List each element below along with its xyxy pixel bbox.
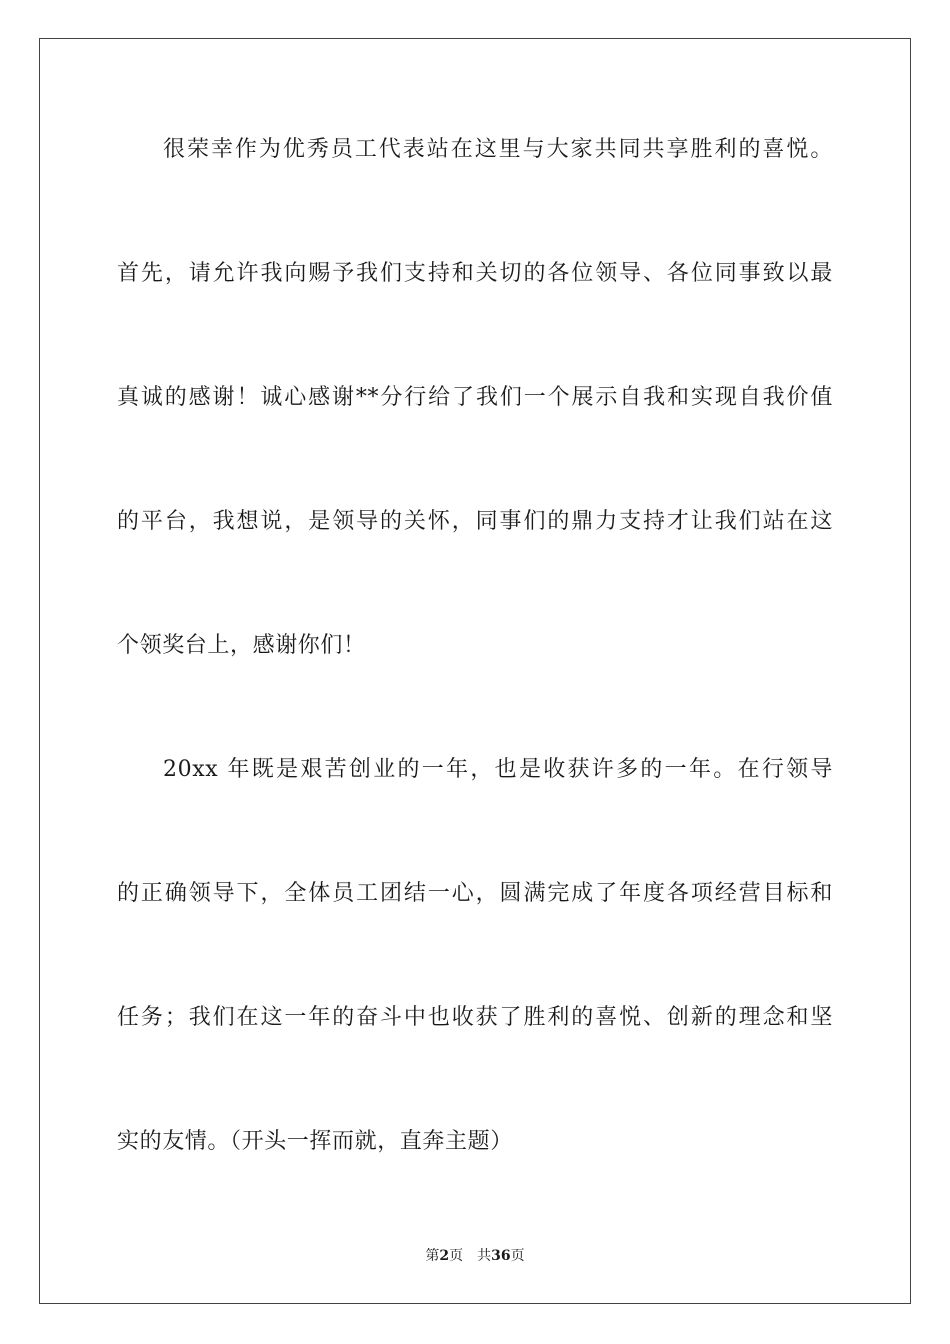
footer-total-prefix: 共 [477,1248,492,1264]
page-footer [0,1246,950,1266]
footer-page-suffix: 页 [449,1248,464,1264]
footer-total-pages: 36 [491,1248,511,1264]
paragraph-line-6: 20xx 年既是艰苦创业的一年，也是收获许多的一年。在行领导 [163,757,833,782]
paragraph-line-5: 个领奖台上，感谢你们！ [117,633,366,658]
footer-total-suffix: 页 [510,1248,525,1264]
paragraph-line-1: 很荣幸作为优秀员工代表站在这里与大家共同共享胜利的喜悦。 [163,137,833,162]
page-border [39,38,911,1304]
paragraph-line-3: 真诚的感谢！诚心感谢**分行给了我们一个展示自我和实现自我价值 [117,385,833,410]
paragraph-line-9: 实的友情。（开头一挥而就，直奔主题） [117,1129,513,1154]
paragraph-line-4: 的平台，我想说，是领导的关怀，同事们的鼎力支持才让我们站在这 [117,509,833,534]
paragraph-line-8: 任务；我们在这一年的奋斗中也收获了胜利的喜悦、创新的理念和坚 [117,1005,833,1030]
paragraph-line-7: 的正确领导下，全体员工团结一心，圆满完成了年度各项经营目标和 [117,881,833,906]
footer-current-page: 2 [439,1248,450,1264]
footer-page-prefix: 第 [425,1248,440,1264]
paragraph-line-2: 首先，请允许我向赐予我们支持和关切的各位领导、各位同事致以最 [117,261,833,286]
